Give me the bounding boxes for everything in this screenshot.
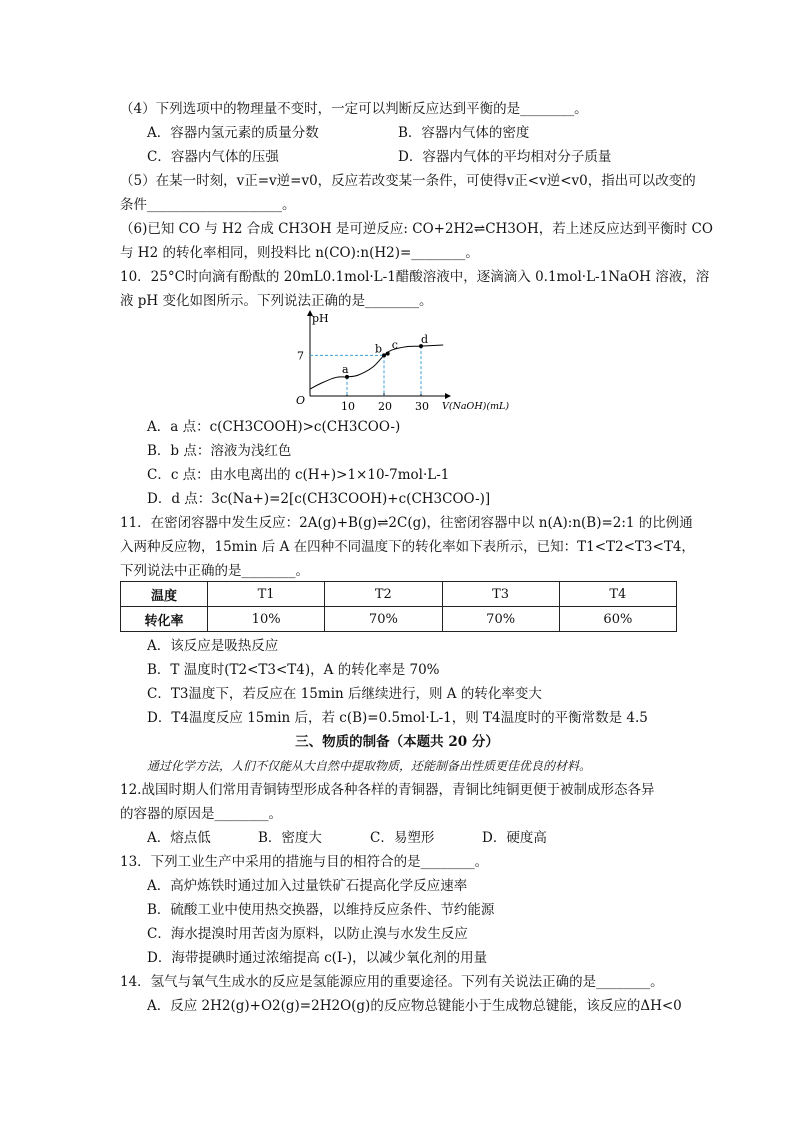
section-3-title: 三、物质的制备（本题共 20 分） bbox=[295, 734, 499, 750]
q9-4-stem: （4）下列选项中的物理量不变时，一定可以判断反应达到平衡的是________。 bbox=[120, 101, 588, 117]
table-header-cell: 温度 bbox=[121, 582, 208, 607]
q11-line2: 入两种反应物，15min 后 A 在四种不同温度下的转化率如下表所示，已知：T1<T2<T3<T4， bbox=[120, 539, 695, 555]
q10-option-b: B．b 点：溶液为浅红色 bbox=[147, 443, 292, 459]
table-cell: 10% bbox=[208, 607, 325, 632]
q13-option-d: D．海带提碘时通过浓缩提高 c(I-)，以减少氧化剂的用量 bbox=[147, 950, 488, 966]
table-header-row bbox=[121, 582, 677, 607]
q13-option-a: A．高炉炼铁时通过加入过量铁矿石提高化学反应速率 bbox=[147, 878, 468, 894]
table-cell: 70% bbox=[325, 607, 442, 632]
q12-option-b: B．密度大 bbox=[258, 830, 322, 846]
x-tick-label: 10 bbox=[341, 400, 355, 413]
q11-option-c: C．T3温度下，若反应在 15min 后继续进行，则 A 的转化率变大 bbox=[147, 686, 542, 702]
q10-option-c: C．c 点：由水电离出的 c(H+)>1×10-7mol·L-1 bbox=[147, 467, 450, 483]
q10-option-d: D．d 点：3c(Na+)=2[c(CH3COOH)+c(CH3COO-)] bbox=[147, 491, 491, 507]
table-cell: 70% bbox=[442, 607, 559, 632]
point-label-d: d bbox=[421, 333, 429, 347]
q12-line2: 的容器的原因是________。 bbox=[120, 806, 282, 822]
q11-line3: 下列说法中正确的是________。 bbox=[120, 563, 309, 579]
table-cell: 60% bbox=[559, 607, 676, 632]
q11-option-b: B．T 温度时(T2<T3<T4)，A 的转化率是 70% bbox=[147, 662, 440, 678]
q10-option-a: A．a 点：c(CH3COOH)>c(CH3COO-) bbox=[147, 419, 401, 435]
q9-5-line1: （5）在某一时刻，v正=v逆=v0，反应若改变某一条件，可使得v正<v逆<v0，指出可以改变的 bbox=[120, 173, 696, 189]
table-cell: 转化率 bbox=[121, 607, 208, 632]
q9-5-line2: 条件____________________。 bbox=[120, 197, 296, 213]
origin-label: O bbox=[296, 394, 306, 407]
q9-6-line1: （6)已知 CO 与 H2 合成 CH3OH 是可逆反应: CO+2H2⇌CH3OH，若上述反应达到平衡时 CO bbox=[120, 221, 713, 237]
q9-6-line2: 与 H2 的转化率相同，则投料比 n(CO):n(H2)=________。 bbox=[120, 245, 479, 261]
point-c bbox=[386, 352, 390, 356]
point-label-a: a bbox=[342, 362, 349, 376]
point-b bbox=[382, 353, 386, 357]
x-axis-arrow bbox=[445, 393, 451, 399]
q9-4-option-a: A．容器内氢元素的质量分数 bbox=[147, 125, 319, 141]
table-row bbox=[121, 607, 677, 632]
q12-option-d: D．硬度高 bbox=[482, 830, 547, 846]
y-tick-label: 7 bbox=[297, 349, 304, 363]
ph-titration-chart bbox=[280, 310, 520, 416]
q11-option-a: A．该反应是吸热反应 bbox=[147, 638, 279, 654]
q14-stem: 14．氢气与氧气生成水的反应是氢能源应用的重要途径。下列有关说法正确的是________。 bbox=[120, 974, 664, 990]
table-header-cell: T4 bbox=[559, 582, 676, 607]
q12-option-c: C．易塑形 bbox=[370, 830, 435, 846]
q10-line2: 液 pH 变化如图所示。下列说法正确的是________。 bbox=[120, 293, 433, 309]
q12-option-a: A．熔点低 bbox=[147, 830, 211, 846]
y-axis-label: pH bbox=[312, 312, 329, 325]
point-label-b: b bbox=[375, 342, 383, 356]
conversion-table bbox=[120, 581, 677, 632]
q12-line1: 12.战国时期人们常用青铜铸型形成各种各样的青铜器，青铜比纯铜更便于被制成形态各异 bbox=[120, 782, 655, 798]
table-header-cell: T1 bbox=[208, 582, 325, 607]
q9-4-option-c: C．容器内气体的压强 bbox=[147, 149, 279, 165]
q14-option-a: A．反应 2H2(g)+O2(g)=2H2O(g)的反应物总键能小于生成物总键能，该反应的ΔH<0 bbox=[147, 998, 682, 1014]
q11-option-d: D．T4温度反应 15min 后，若 c(B)=0.5mol·L-1，则 T4温度时的平衡常数是 4.5 bbox=[147, 710, 648, 726]
q11-line1: 11．在密闭容器中发生反应：2A(g)+B(g)⇌2C(g)，往密闭容器中以 n(A):n(B)=2:1 的比例通 bbox=[120, 515, 693, 531]
q9-4-option-d: D．容器内气体的平均相对分子质量 bbox=[398, 149, 612, 165]
x-axis-label: V(NaOH)(mL) bbox=[442, 401, 510, 412]
q10-line1: 10．25°C时向滴有酚酞的 20mL0.1mol·L-1醋酸溶液中，逐滴滴入 0.1mol·L-1NaOH 溶液，溶 bbox=[120, 269, 710, 285]
q13-option-c: C．海水提溴时用苦卤为原料，以防止溴与水发生反应 bbox=[147, 926, 468, 942]
x-tick-label: 30 bbox=[415, 400, 429, 413]
section-3-intro: 通过化学方法，人们不仅能从大自然中提取物质，还能制备出性质更佳优良的材料。 bbox=[147, 759, 592, 773]
point-label-c: c bbox=[391, 338, 398, 352]
q13-stem: 13．下列工业生产中采用的措施与目的相符合的是________。 bbox=[120, 854, 489, 870]
x-tick-label: 20 bbox=[378, 400, 392, 413]
table-header-cell: T2 bbox=[325, 582, 442, 607]
table-header-cell: T3 bbox=[442, 582, 559, 607]
q9-4-option-b: B．容器内气体的密度 bbox=[398, 125, 530, 141]
q13-option-b: B．硫酸工业中使用热交换器，以维持反应条件、节约能源 bbox=[147, 902, 495, 918]
